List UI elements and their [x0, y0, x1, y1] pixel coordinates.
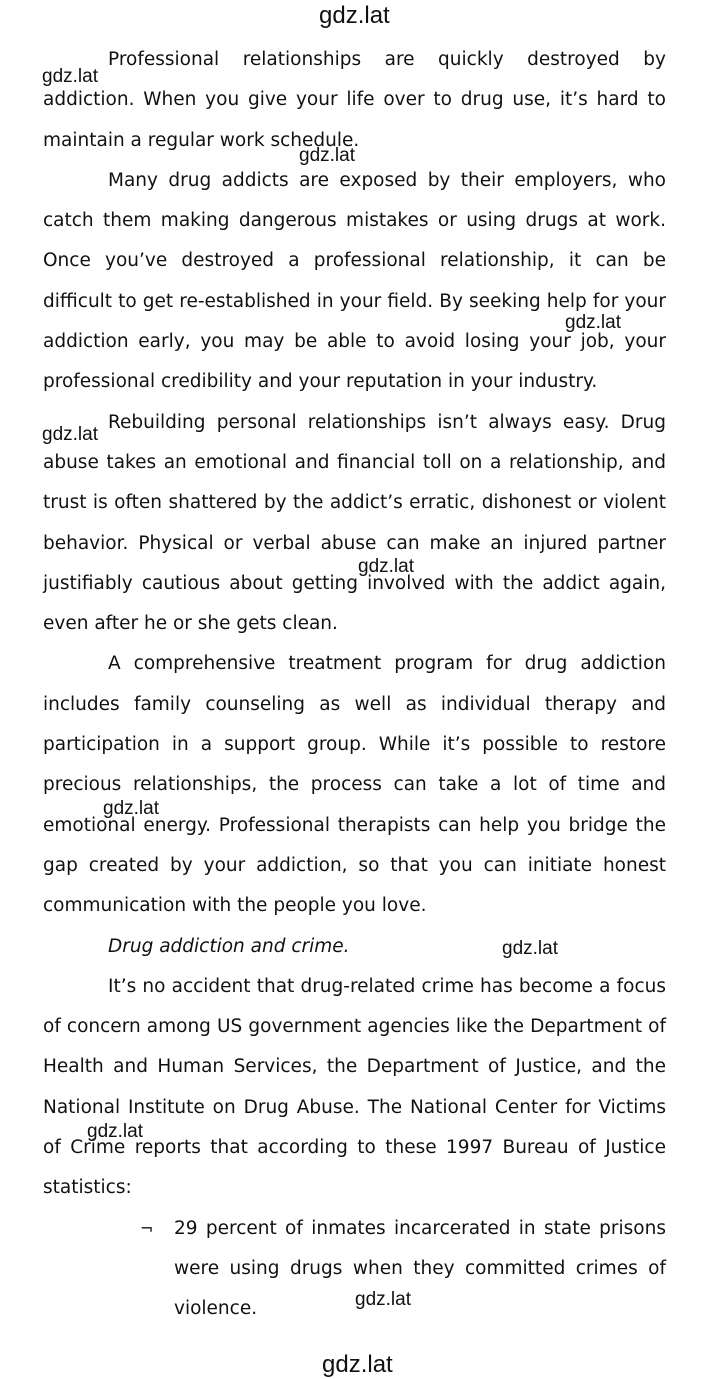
watermark: gdz.lat [565, 312, 621, 333]
paragraph-employers: Many drug addicts are exposed by their employers, who catch them making dangerous mistakes or using drugs at work. Once you’ve destroyed a professional relationship, it can be difficult to get re-established in your field. By seeking help for your addiction early, you may be able to avoid losing your job, your professional credibility and your reputation in your industry. [43, 169, 666, 393]
paragraph-professional-relationships: Professional relationships are quickly destroyed by addiction. When you give your life over to drug use, it’s hard to maintain a regular work schedule. [43, 49, 666, 151]
watermark-top: gdz.lat [319, 2, 390, 29]
watermark: gdz.lat [358, 556, 414, 577]
section-heading-drug-crime: Drug addiction and crime. [108, 935, 350, 957]
watermark: gdz.lat [42, 66, 98, 87]
bullet-mark-icon: ¬ [140, 1218, 154, 1238]
watermark-bottom: gdz.lat [322, 1351, 393, 1378]
paragraph-treatment-program: A comprehensive treatment program for drug addiction includes family counseling as well as individual therapy and participation in a support group. While it’s possible to restore precious relationships, the process can take a lot of time and emotional energy. Professional therapists can help you bridge the gap created by your addiction, so that you can initiate honest communication with the people you love. [43, 653, 666, 917]
paragraph-drug-crime: It’s no accident that drug-related crime has become a focus of concern among US government agencies like the Department of Health and Human Services, the Department of Justice, and the National Institute on Drug Abuse. The National Center for Victims of Crime reports that according to these 1997 Bureau of Justice statistics: [43, 975, 666, 1199]
watermark: gdz.lat [502, 938, 558, 959]
bullet-text: 29 percent of inmates incarcerated in state prisons were using drugs when they committed crimes of violence. [174, 1217, 666, 1320]
paragraph-personal-relationships: Rebuilding personal relationships isn’t always easy. Drug abuse takes an emotional and financial toll on a relationship, and trust is often shattered by the addict’s erratic, dishonest or violent behavior. Physical or verbal abuse can make an injured partner justifiably cautious about getting involved with the addict again, even after he or she gets clean. [43, 411, 666, 635]
watermark: gdz.lat [299, 145, 355, 166]
watermark: gdz.lat [355, 1289, 411, 1310]
watermark: gdz.lat [87, 1121, 143, 1142]
watermark: gdz.lat [103, 798, 159, 819]
bullet-item [140, 1209, 666, 1330]
watermark: gdz.lat [42, 424, 98, 445]
